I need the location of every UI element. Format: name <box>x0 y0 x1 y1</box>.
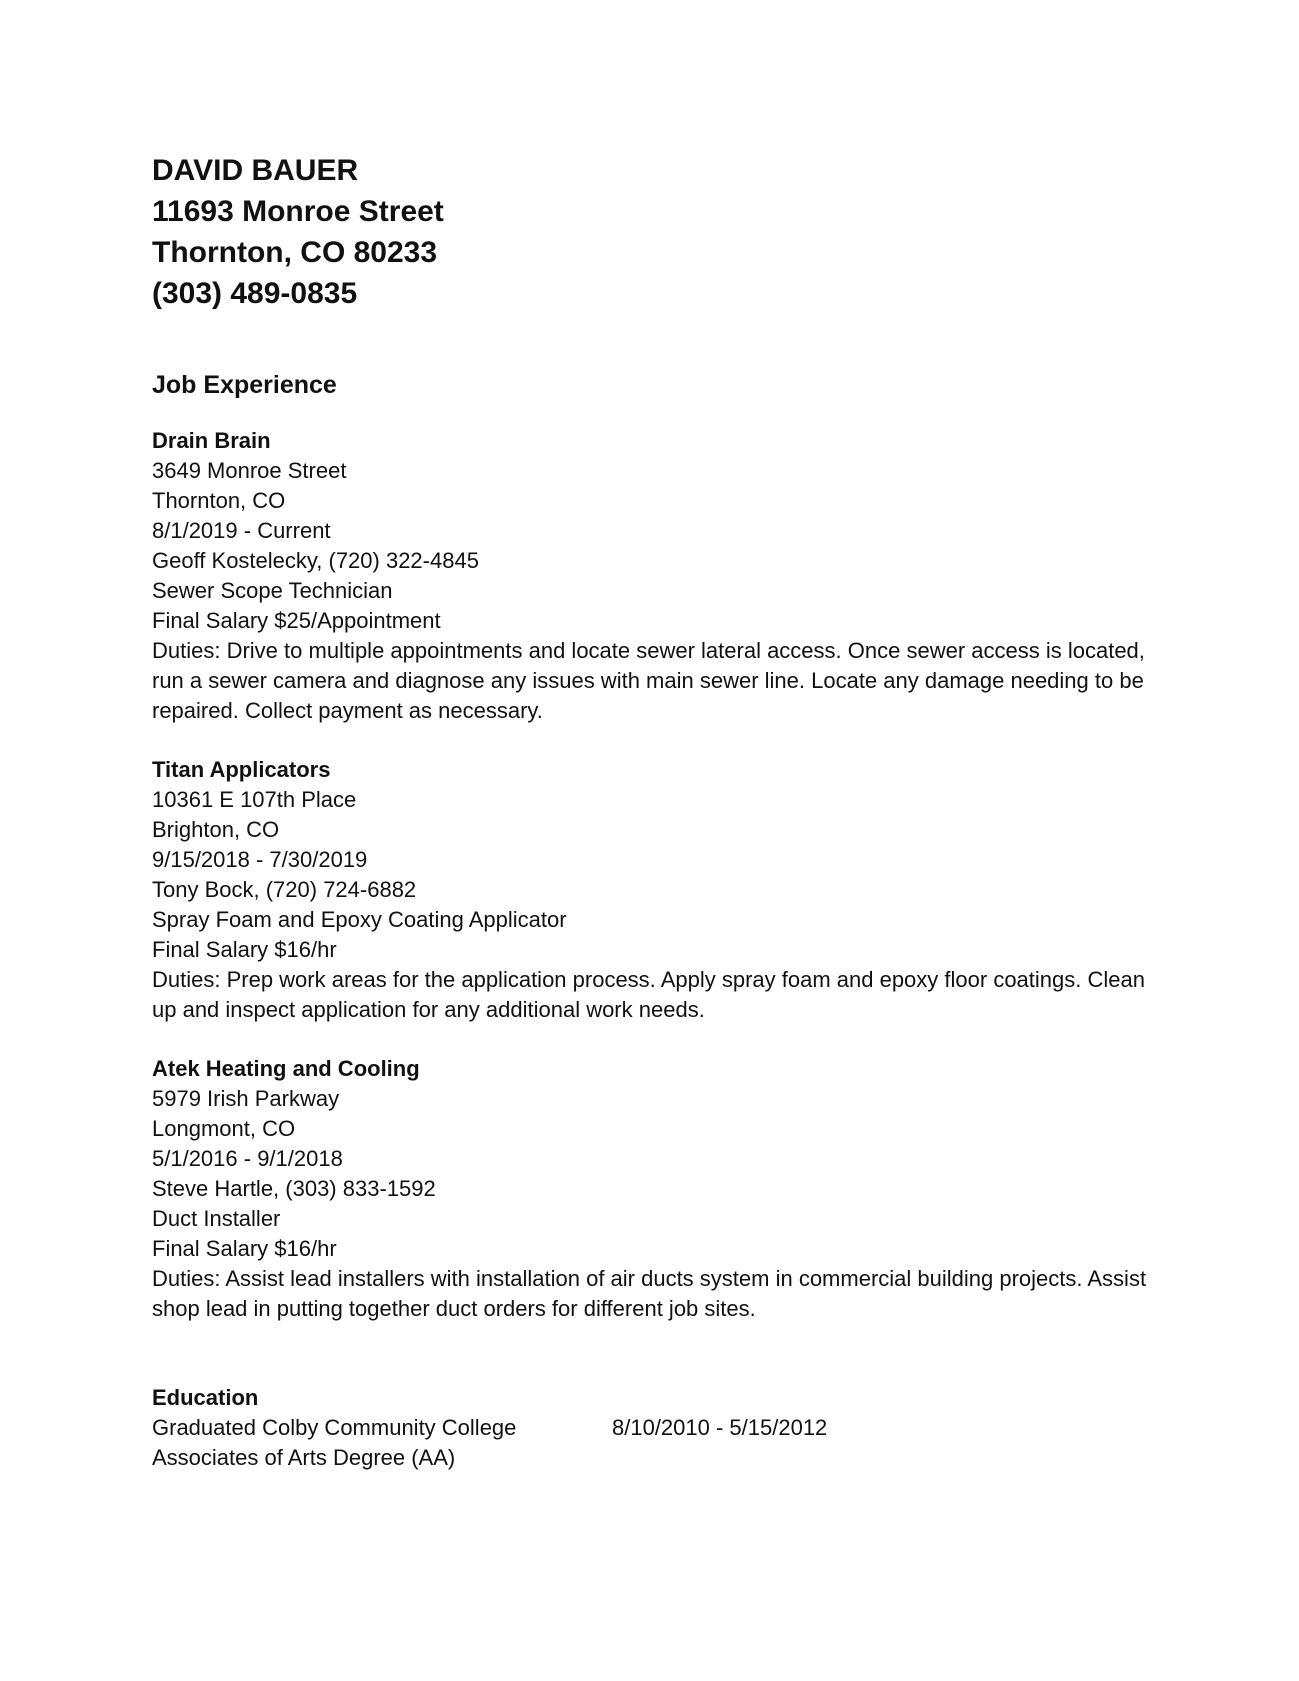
company-name: Drain Brain <box>152 428 271 453</box>
employment-dates: 8/1/2019 - Current <box>152 518 331 543</box>
job-entry <box>152 1054 1152 1324</box>
company-address: 5979 Irish Parkway <box>152 1086 340 1111</box>
job-position: Sewer Scope Technician <box>152 578 393 603</box>
company-city: Brighton, CO <box>152 817 280 842</box>
education-school-row <box>152 1413 1152 1443</box>
company-address: 3649 Monroe Street <box>152 458 347 483</box>
company-name: Titan Applicators <box>152 757 331 782</box>
job-position: Duct Installer <box>152 1206 281 1231</box>
company-city: Longmont, CO <box>152 1116 296 1141</box>
city-state-zip: Thornton, CO 80233 <box>152 236 438 269</box>
final-salary: Final Salary $16/hr <box>152 1236 337 1261</box>
supervisor-contact: Tony Bock, (720) 724-6882 <box>152 877 417 902</box>
final-salary: Final Salary $16/hr <box>152 937 337 962</box>
degree-row <box>152 1443 1152 1473</box>
school-name: Graduated Colby Community College <box>152 1415 517 1440</box>
supervisor-contact: Geoff Kostelecky, (720) 322-4845 <box>152 548 479 573</box>
job-duties: Duties: Prep work areas for the application process. Apply spray foam and epoxy floor coatings. Clean up and inspect application for any additional work needs. <box>152 967 1145 1022</box>
employment-dates: 9/15/2018 - 7/30/2019 <box>152 847 368 872</box>
company-address: 10361 E 107th Place <box>152 787 357 812</box>
company-city: Thornton, CO <box>152 488 286 513</box>
job-position: Spray Foam and Epoxy Coating Applicator <box>152 907 567 932</box>
job-duties: Duties: Drive to multiple appointments and locate sewer lateral access. Once sewer access is located, run a sewer camera and diagnose any issues with main sewer line. Locate any damage needing to be repaired. Collect payment as necessary. <box>152 638 1145 723</box>
job-entry <box>152 755 1152 1025</box>
job-duties: Duties: Assist lead installers with installation of air ducts system in commercial building projects. Assist shop lead in putting together duct orders for different job sites. <box>152 1266 1147 1321</box>
employment-dates: 5/1/2016 - 9/1/2018 <box>152 1146 343 1171</box>
final-salary: Final Salary $25/Appointment <box>152 608 441 633</box>
education-dates: 8/10/2010 - 5/15/2012 <box>612 1415 828 1440</box>
contact-header <box>152 150 1152 314</box>
applicant-name: DAVID BAUER <box>152 154 359 187</box>
phone-number: (303) 489-0835 <box>152 277 358 310</box>
education-heading: Education <box>152 1385 259 1410</box>
resume-page <box>152 150 1152 1473</box>
degree-name: Associates of Arts Degree (AA) <box>152 1445 456 1470</box>
company-name: Atek Heating and Cooling <box>152 1056 420 1081</box>
street-address: 11693 Monroe Street <box>152 195 444 228</box>
supervisor-contact: Steve Hartle, (303) 833-1592 <box>152 1176 436 1201</box>
job-entry <box>152 426 1152 726</box>
job-experience-heading: Job Experience <box>152 371 337 399</box>
